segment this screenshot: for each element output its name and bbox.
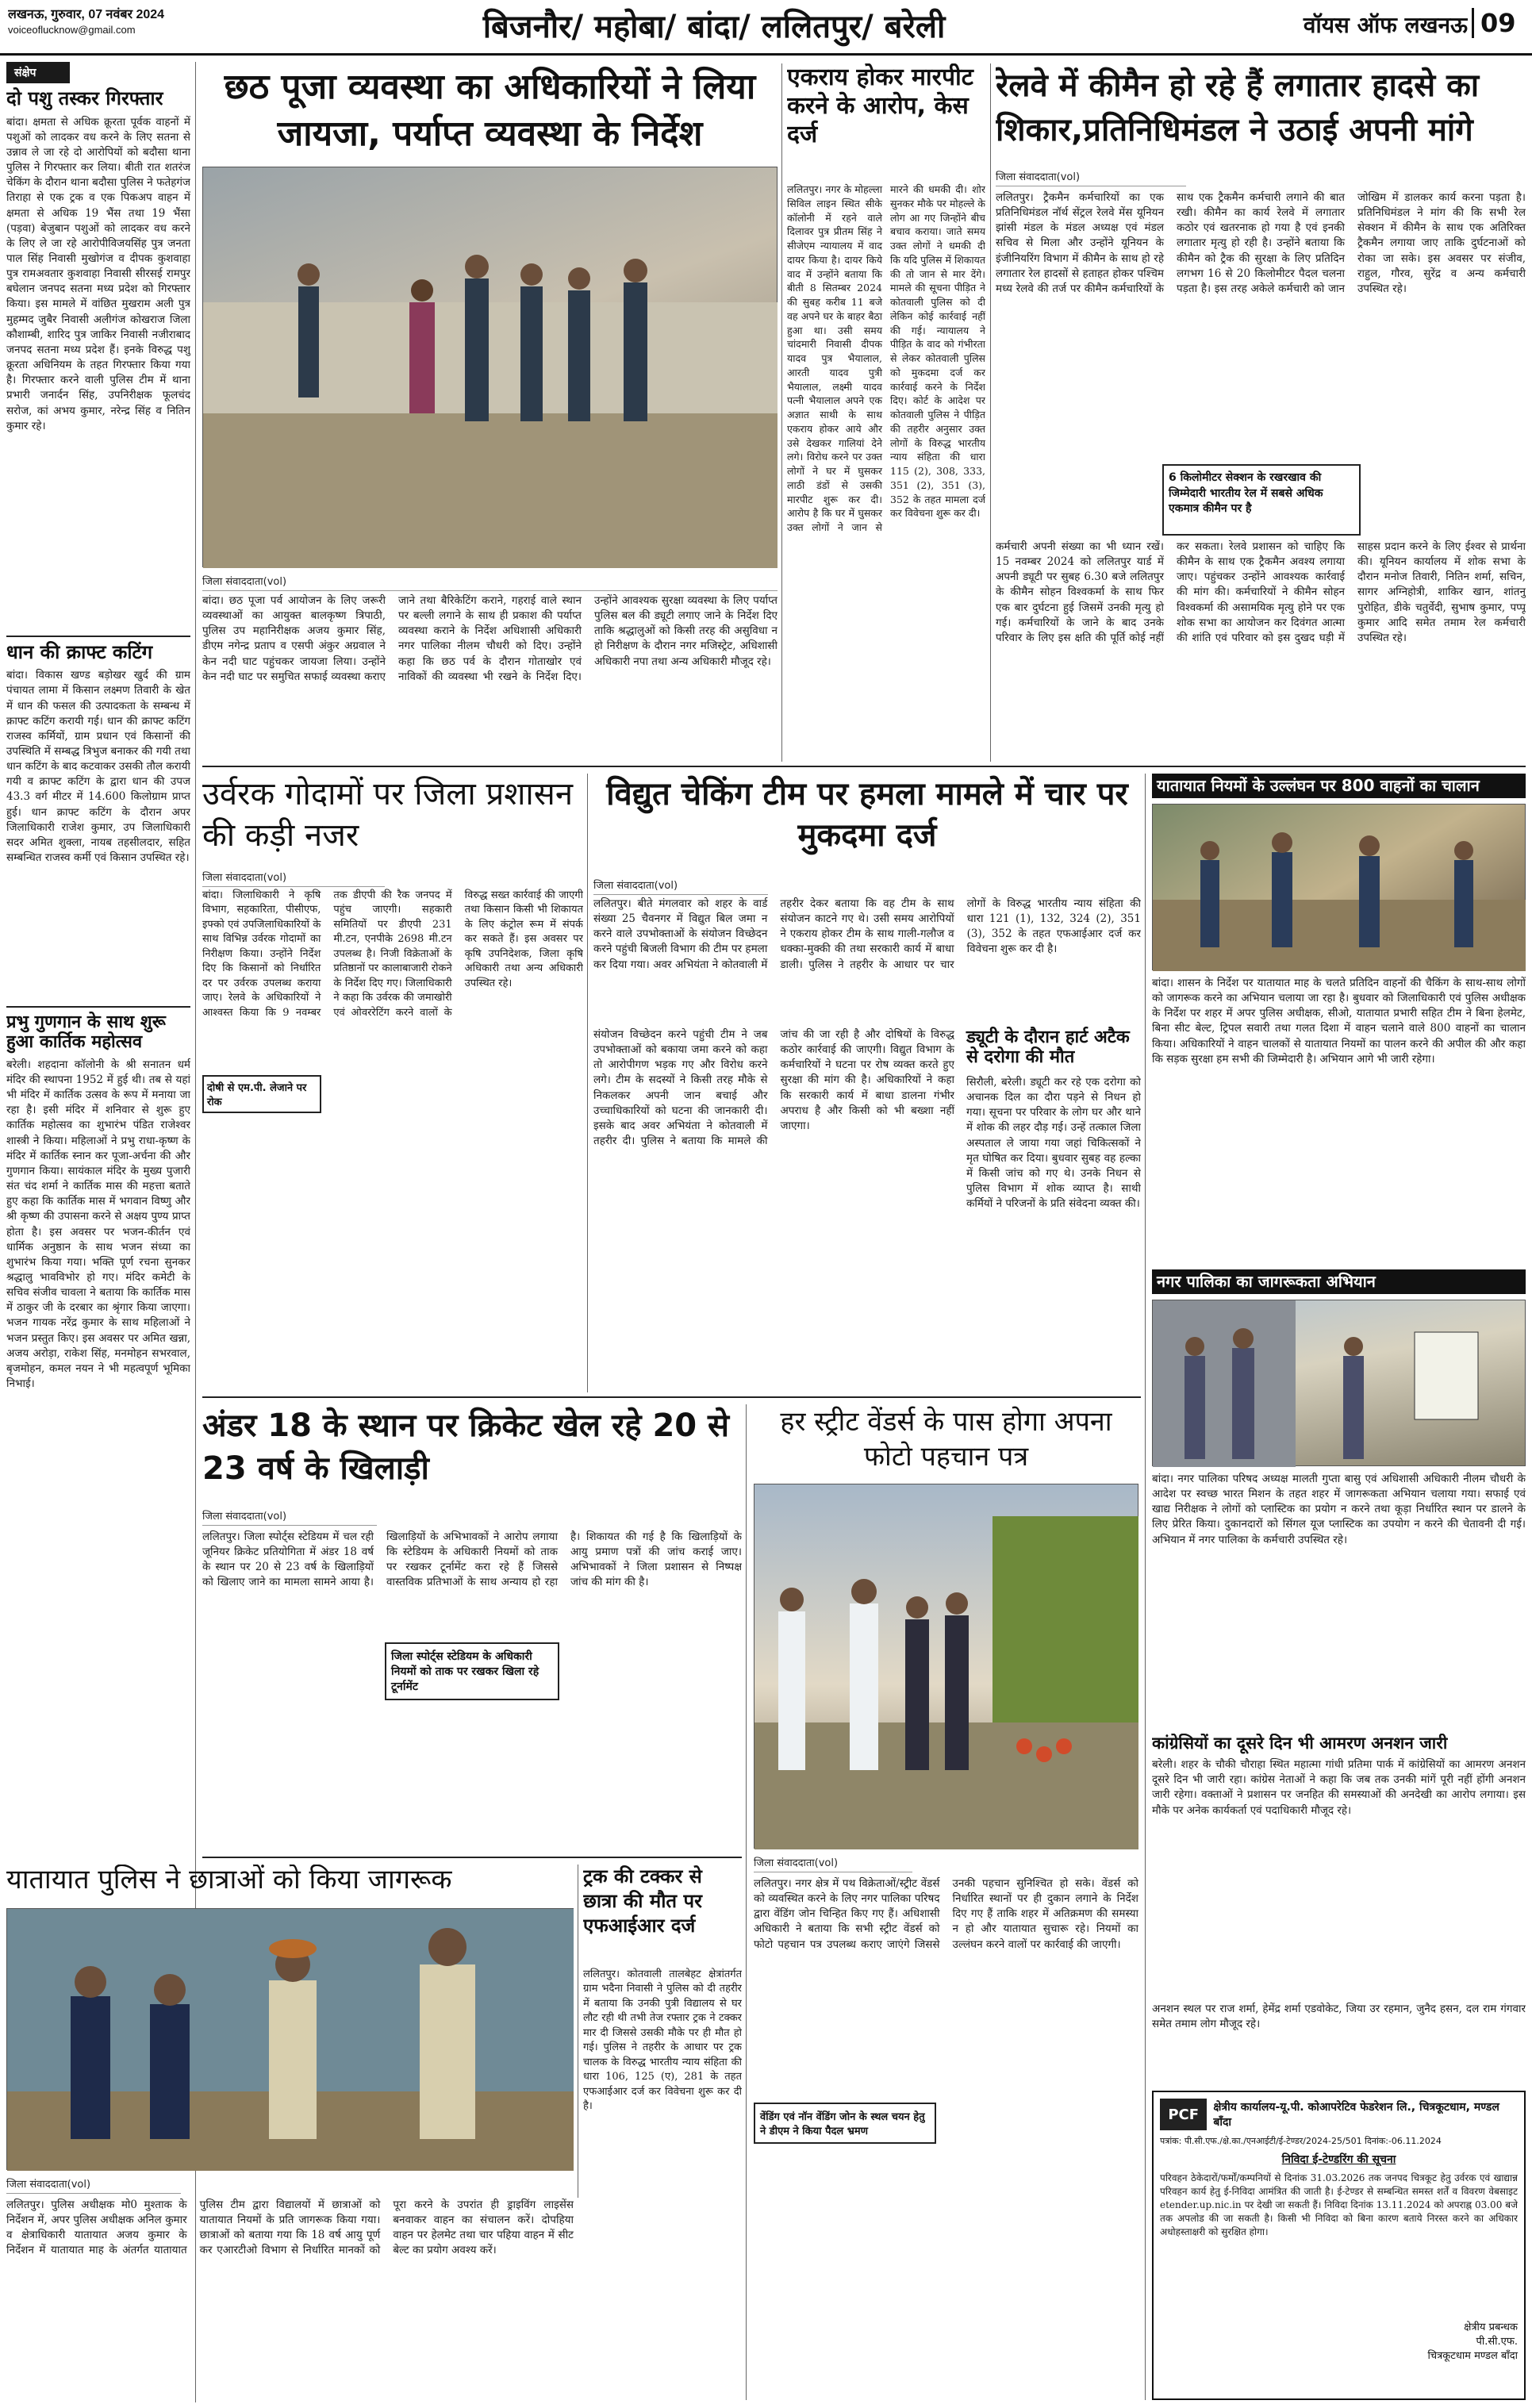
photo-students-awareness	[6, 1908, 574, 2170]
tender-ref: पत्रांक: पी.सी.एफ./क्षे.का./एनआईटी/ई-टेण्डर/2024-25/501 दिनांक:-06.11.2024	[1160, 2136, 1442, 2146]
byline: जिला संवाददाता(vol)	[996, 167, 1186, 186]
headline: रेलवे में कीमैन हो रहे हैं लगातार हादसे का शिकार,प्रतिनिधिमंडल ने उठाई अपनी मांगे	[996, 67, 1480, 148]
photo-officials-at-ghat	[202, 167, 778, 567]
sub-story-body: सिरौली, बरेली। ड्यूटी कर रहे एक दरोगा को अचानक दिल का दौरा पड़ने से निधन हो गया। सूचना पर परिवार के लोग घर और थाने में शोक की लहर दौड़ गई। उन्हें तत्काल जिला अस्पताल ले जाया गया जहां चिकित्सकों ने मृत घोषित कर दिया। बुधवार सुबह वह हल्का में किसी जांच को गए थे। उनके निधन से पुलिस विभाग में शोक व्याप्त है। साथी कर्मियों ने परिजनों के प्रति संवेदना व्यक्त की।	[966, 1076, 1141, 1211]
article-body: ललितपुर। जिला स्पोर्ट्स स्टेडियम में चल रही जूनियर क्रिकेट प्रतियोगिता में अंडर 18 वर्ष के स्थान पर 20 से 23 वर्ष के खिलाड़ियों को खिलाए जाने का मामला सामने आया है। खिलाड़ियों के अभिभावकों ने आरोप लगाया कि स्टेडियम के अधिकारी नियमों को ताक पर रखकर टूर्नामेंट करा रहे हैं जिससे वास्तविक प्रतिभाओं के साथ अन्याय हो रहा है। शिकायत की गई है कि खिलाड़ियों के आयु प्रमाण पत्रों की जांच कराई जाए। अभिभावकों ने जिला प्रशासन से निष्पक्ष जांच की मांग की है।	[202, 1530, 742, 1589]
tender-heading: निविदा ई-टेण्डरिंग की सूचना	[1281, 2153, 1396, 2166]
attendee-names: अनशन स्थल पर राज शर्मा, हेमेंद्र शर्मा एडवोकेट, जिया उर रहमान, जुनैद हसन, दल राम गंगवार समेत तमाम लोग मौजूद रहे।	[1152, 2003, 1526, 2031]
headline: यातायात नियमों के उल्लंघन पर 800 वाहनों का चालान	[1152, 774, 1526, 798]
article-body: बांदा। जिलाधिकारी ने कृषि विभाग, सहकारिता, पीसीएफ, इफ्को एवं उपजिलाधिकारियों के साथ विभिन्न उर्वरक गोदामों का निरीक्षण किया। उन्होंने निर्देश दिए कि किसानों को निर्धारित दर पर उर्वरक उपलब्ध कराया जाए। रेलवे के अधिकारियों ने आश्वस्त किया कि 9 नवम्बर तक डीएपी की रैक जनपद में पहुंच जाएगी। सहकारी समितियों पर डीएपी 231 मी.टन, एनपीके 2698 मी.टन उपलब्ध है। निजी विक्रेताओं के प्रतिष्ठानों पर कालाबाजारी रोकने के निर्देश दिए गए। जिलाधिकारी ने कहा कि उर्वरक की जमाखोरी एवं ओवररेटिंग करने वालों के विरुद्ध सख्त कार्रवाई की जाएगी तथा किसान किसी भी शिकायत के लिए कंट्रोल रूम में संपर्क कर सकते हैं। इस अवसर पर कृषि उपनिदेशक, जिला कृषि अधिकारी तथा अन्य अधिकारी उपस्थित रहे।	[202, 889, 583, 1019]
headline: उर्वरक गोदामों पर जिला प्रशासन की कड़ी नजर	[202, 776, 574, 854]
tender-org: क्षेत्रीय कार्यालय-यू.पी. कोआपरेटिव फेडरेशन लि., चित्रकूटधाम, मण्डल बाँदा	[1213, 2101, 1499, 2129]
article-body: ललितपुर। पुलिस अधीक्षक मो0 मुश्ताक के निर्देशन में, अपर पुलिस अधीक्षक अनिल कुमार व क्षेत्राधिकारी यातायात अजय कुमार के निर्देशन में यातायात माह के अंतर्गत यातायात पुलिस टीम द्वारा विद्यालयों में छात्राओं को यातायात नियमों के प्रति जागरूक किया गया। छात्राओं को बताया गया कि 18 वर्ष आयु पूर्ण कर एआरटीओ विभाग से निर्धारित मानकों को पूरा करने के उपरांत ही ड्राइविंग लाइसेंस बनवाकर वाहन का संचालन करें। दोपहिया वाहन पर हेलमेट तथा चार पहिया वाहन में सीट बेल्ट का प्रयोग अवश्य करें।	[6, 2199, 574, 2257]
sankshep-label: संक्षेप	[6, 62, 70, 83]
chhath-story	[202, 63, 778, 762]
subheadline-box: जिला स्पोर्ट्स स्टेडियम के अधिकारी नियमों को ताक पर रखकर खिला रहे टूर्नामेंट	[385, 1642, 559, 1700]
street-vendor-story	[754, 1404, 1138, 2400]
byline: जिला संवाददाता(vol)	[202, 571, 778, 591]
truck-story	[583, 1865, 742, 2400]
tender-body: परिवहन ठेकेदारों/फर्मों/कम्पनियों से दिनांक 31.03.2026 तक जनपद चित्रकूट हेतु उर्वरक एवं खाद्यान्न परिवहन कार्य हेतु ई-निविदा आमंत्रित की जाती है। ई-टेण्डर से सम्बन्धित समस्त शर्तें व विवरण वेबसाइट etender.up.nic.in पर देखी जा सकती हैं। निविदा दिनांक 13.11.2024 को अपराह्न 03.00 बजे तक अपलोड की जा सकती है। किसी भी निविदा को बिना कारण बताये निरस्त करने का अधिकार अधोहस्ताक्षरी को सुरक्षित होगा।	[1160, 2172, 1518, 2238]
pcf-logo-icon: PCF	[1160, 2099, 1207, 2130]
byline: जिला संवाददाता(vol)	[202, 867, 385, 887]
headline: कांग्रेसियों का दूसरे दिन भी आमरण अनशन जारी	[1152, 1734, 1448, 1753]
article-body: ललितपुर। ट्रैकमैन कर्मचारियों का एक प्रतिनिधिमंडल नॉर्थ सेंट्रल रेलवे मेंस यूनियन झांसी मंडल के मंडल अध्यक्ष एवं मंडल सचिव से मिला और उन्होंने यूनियन के इंजीनियरिंग विभाग में कीमैन के साथ हो रहे लगातार रेल हादसों से हताहत होकर पश्चिम मध्य रेलवे की तर्ज पर कीमैन कर्मचारियों के साथ एक ट्रैकमैन कर्मचारी लगाने की बात रखी। कीमैन का कार्य रेलवे में लगातार कठोर एवं खतरनाक हो गया है एवं इनकी लगातार मृत्यु हो रही है। उन्होंने बताया कि कीमैन को ट्रैक की सुरक्षा के लिए प्रतिदिन लगभग 16 से 20 किलोमीटर पैदल चलना पड़ता है। इस तरह अकेले कर्मचारी को जान जोखिम में डालकर कार्य करना पड़ता है। प्रतिनिधिमंडल ने मांग की कि सभी रेल सेक्शन में कीमैन के साथ एक अतिरिक्त ट्रैकमैन लगाया जाए ताकि दुर्घटनाओं को रोका जा सके। इस अवसर पर संजीव, राहुल, गौरव, सुरेंद्र व अन्य कर्मचारी उपस्थित रहे।	[996, 191, 1526, 295]
article-title: दो पशु तस्कर गिरफ्तार	[6, 87, 163, 109]
headline: ट्रक की टक्कर से छात्रा की मौत पर एफआईआर दर्ज	[583, 1865, 702, 1938]
subheadline-box: दोषी से एम.पी. लेजाने पर रोक	[202, 1075, 321, 1113]
railway-story	[996, 63, 1526, 762]
tender-notice	[1152, 2091, 1526, 2400]
cricket-story	[202, 1404, 742, 1849]
nagar-palika-story	[1152, 1269, 1526, 1730]
article-body-continued: संयोजन विच्छेदन करने पहुंची टीम ने जब उपभोक्ताओं को बकाया जमा करने को कहा तो आरोपीगण भड़क गए और विरोध करने लगे। टीम के सदस्यों ने किसी तरह मौके से निकलकर अपनी जान बचाई और उच्चाधिकारियों को घटना की जानकारी दी। इसके बाद अवर अभियंता ने कोतवाली में तहरीर दी। पुलिस ने बताया कि मामले की जांच की जा रही है और दोषियों के विरुद्ध कठोर कार्रवाई की जाएगी। विद्युत विभाग के कर्मचारियों ने घटना पर रोष व्यक्त करते हुए सुरक्षा की मांग की है। अधिकारियों ने कहा कि सरकारी कार्य में बाधा डालना गंभीर अपराध है और किसी को भी बख्शा नहीं जाएगा।	[593, 1028, 954, 1148]
page-number: 09	[1472, 8, 1527, 38]
article-body: बांदा। छठ पूजा पर्व आयोजन के लिए जरूरी व्यवस्थाओं का आयुक्त बालकृष्ण त्रिपाठी, पुलिस उप महानिरीक्षक अजय कुमार सिंह, डीएम नगेन्द्र प्रताप व एसपी अंकुर अग्रवाल ने केन नदी घाट पहुंचकर जायजा लिया। उन्होंने केन नदी घाट पर समुचित सफाई व्यवस्था कराए जाने तथा बैरिकेटिंग कराने, गहराई वाले स्थान पर बल्ली लगाने के साथ ही प्रकाश की पर्याप्त व्यवस्था कराने के निर्देश अधिशासी अधिकारी नगर पालिका नीलम चौधरी को दिए। उन्होंने कहा कि छठ पर्व के दौरान गोताखोर एवं नाविकों की व्यवस्था भी रखने के निर्देश दिए। उन्होंने आवश्यक सुरक्षा व्यवस्था के लिए पर्याप्त पुलिस बल की ड्यूटी लगाए जाने के निर्देश दिए ताकि श्रद्धालुओं को किसी तरह की असुविधा न हो निरीक्षण के दौरान नगर मजिस्ट्रेट, अधिशासी अधिकारी नपा तथा अन्य अधिकारी मौजूद रहे।	[202, 594, 778, 683]
email: voiceoflucknow@gmail.com	[8, 24, 136, 36]
headline: नगर पालिका का जागरूकता अभियान	[1152, 1269, 1526, 1294]
headline: हर स्ट्रीट वेंडर्स के पास होगा अपना फोटो पहचान पत्र	[780, 1406, 1112, 1473]
headline: यातायात पुलिस ने छात्राओं को किया जागरूक	[6, 1865, 452, 1895]
byline: जिला संवाददाता(vol)	[754, 1853, 912, 1872]
byline: जिला संवाददाता(vol)	[6, 2174, 181, 2194]
article-title: प्रभु गुणगान के साथ शुरू हुआ कार्तिक महोत्सव	[6, 1012, 166, 1053]
headline: अंडर 18 के स्थान पर क्रिकेट खेल रहे 20 से 23 वर्ष के खिलाड़ी	[202, 1408, 730, 1487]
article-body: ललितपुर। बीते मंगलवार को शहर के वार्ड संख्या 25 चैवनगर में विद्युत बिल जमा न करने वाले उपभोक्ताओं के संयोजन विच्छेदन करने पहुंची बिजली विभाग की टीम पर हमला कर दिया गया। अवर अभियंता ने कोतवाली में तहरीर देकर बताया कि वह टीम के साथ संयोजन काटने गए थे। उसी समय आरोपियों ने एकराय होकर टीम के साथ गाली-गलौज व धक्का-मुक्की की तथा सरकारी कार्य में बाधा डाली। पुलिस ने तहरीर के आधार पर चार लोगों के विरुद्ध भारतीय न्याय संहिता की धारा 121 (1), 132, 324 (2), 351 (3), 352 के तहत एफआईआर दर्ज कर विवेचना शुरू कर दी है।	[593, 897, 1141, 971]
pull-quote: 6 किलोमीटर सेक्शन के रखरखाव की जिम्मेदारी भारतीय रेल में सबसे अधिक एकमात्र कीमैन पर है	[1162, 464, 1361, 536]
signatory-org: पी.सी.एफ.	[1476, 2336, 1518, 2348]
brand-name: वॉयस ऑफ लखनऊ	[1303, 12, 1468, 38]
headline: छठ पूजा व्यवस्था का अधिकारियों ने लिया जायजा, पर्याप्त व्यवस्था के निर्देश	[224, 67, 756, 155]
byline: जिला संवाददाता(vol)	[202, 1506, 377, 1526]
photo-awareness-campaign	[1152, 1300, 1526, 1466]
article-body-continued: कर्मचारी अपनी संख्या का भी ध्यान रखें। 15 नवम्बर 2024 को ललितपुर यार्ड में अपनी ड्यूटी पर सुबह 6.30 बजे ललितपुर के कीमैन सोहन विश्वकर्मा के साथ फिर एक बार दुर्घटना हुई जिसमें उनकी मृत्यु हो गई। कर्मचारियों के जाने के बाद उनके परिवार के लिए इस क्षति की पूर्ति कोई नहीं कर सकता। रेलवे प्रशासन को चाहिए कि कीमैन के साथ एक ट्रैकमैन अवश्य लगाया जाए। पहुंचकर उन्होंने आवश्यक कार्रवाई की मांग की। कर्मचारियों ने कीमैन सोहन विश्वकर्मा की असामयिक मृत्यु होने पर एक शोक सभा का आयोजन कर दिवंगत आत्मा की शांति एवं परिवार को इस दुखद घड़ी में साहस प्रदान करने के लिए ईश्वर से प्रार्थना की। यूनियन कार्यालय में शोक सभा के दौरान मनोज तिवारी, नितिन शर्मा, सचिन, सागर अग्निहोत्री, शाकिर खान, शांतनु पुरोहित, डीके चतुर्वेदी, सुभाष कुमार, पप्पू कुमार आदि समेत तमाम रेल कर्मचारी उपस्थित रहे।	[996, 540, 1526, 644]
article-body: ललितपुर। नगर के मोहल्ला सिविल लाइन स्थित सीके कॉलोनी में रहने वाले दिलावर पुत्र प्रीतम सिंह ने सीजेएम न्यायालय में वाद दायर किया है। दायर किये वाद में उन्होंने बताया कि बीती 8 सितम्बर 2024 की सुबह करीब 11 बजे वह अपने घर के बाहर बैठा हुआ था। उसी समय चांदमारी निवासी दीपक यादव पुत्र भैयालाल, आरती यादव पुत्री भैयालाल, लक्ष्मी यादव पत्नी भैयालाल अपने एक अज्ञात साथी के साथ एकराय होकर आये और उसे देखकर गालियां देने लगे। विरोध करने पर उक्त लोगों ने घर में घुसकर लाठी डंडों से उसकी मारपीट शुरू कर दी। आरोप है कि घर में घुसकर उक्त लोगों ने जान से मारने की धमकी दी। शोर सुनकर मौके पर मोहल्ले के लोग आ गए जिन्होंने बीच बचाव कराया। जाते समय उक्त लोगों ने धमकी दी कि यदि पुलिस में शिकायत की तो जान से मार देंगे। मामले की सूचना पीड़ित ने कोतवाली पुलिस को दी लेकिन कोई कार्रवाई नहीं की गई। न्यायालय ने पीड़ित के वाद को गंभीरता से लेकर कोतवाली पुलिस को मुकदमा दर्ज कर कार्रवाई करने के निर्देश दिए। कोर्ट के आदेश पर कोतवाली पुलिस ने पीड़ित की तहरीर अनुसार उक्त लोगों के विरुद्ध भारतीय न्याय संहिता की धारा 115 (2), 308, 333, 351 (2), 351 (3), 352 के तहत मामला दर्ज कर विवेचना शुरू कर दी।	[787, 183, 985, 533]
dateline: लखनऊ, गुरुवार, 07 नवंबर 2024	[8, 8, 165, 21]
congress-story	[1152, 1734, 1526, 2083]
traffic-800-story	[1152, 774, 1526, 1265]
fertilizer-story	[202, 774, 583, 1392]
sub-story-title: ड्यूटी के दौरान हार्ट अटैक से दरोगा की मौत	[966, 1027, 1130, 1068]
article-title: धान की क्राफ्ट कटिंग	[6, 640, 153, 663]
signatory-office: चित्रकूटधाम मण्डल बाँदा	[1427, 2350, 1518, 2362]
section-title: बिजनौर/ महोबा/ बांदा/ ललितपुर/ बरेली	[482, 9, 946, 45]
article-body: ललितपुर। नगर क्षेत्र में पथ विक्रेताओं/स्ट्रीट वेंडर्स को व्यवस्थित करने के लिए नगर पालिका परिषद द्वारा वेंडिंग जोन चिन्हित किए गए हैं। अधिशासी अधिकारी ने बताया कि सभी स्ट्रीट वेंडर्स को फोटो पहचान पत्र उपलब्ध कराए जाएंगे जिससे उनकी पहचान सुनिश्चित हो सके। वेंडर्स को निर्धारित स्थानों पर ही दुकान लगाने के निर्देश दिए गए हैं ताकि शहर में अतिक्रमण की समस्या न हो और यातायात सुचारू रहे। नियमों का उल्लंघन करने वालों पर कार्रवाई की जाएगी।	[754, 1877, 1138, 1951]
signatory-title: क्षेत्रीय प्रबन्धक	[1464, 2322, 1518, 2333]
headline: एकराय होकर मारपीट करने के आरोप, केस दर्ज	[787, 63, 973, 148]
traffic-police-story	[6, 1865, 574, 2400]
photo-caption-box: वेंडिंग एवं नॉन वेंडिंग जोन के स्थल चयन हेतु ने डीएम ने किया पैदल भ्रमण	[754, 2103, 936, 2144]
byline: जिला संवाददाता(vol)	[593, 875, 768, 895]
article-body: बरेली। शहदाना कॉलोनी के श्री सनातन धर्म मंदिर की स्थापना 1952 में हुई थी। तब से यहां भी मंदिर में कार्तिक उत्सव के रूप में मनाया जा रहा है। इसी मंदिर में शनिवार से शुरू हुए कार्तिक महोत्सव का शुभारंभ पंडित राजेश्वर शास्त्री ने किया। महिलाओं ने प्रभु राधा-कृष्ण के मंदिर में कार्तिक स्नान कर पूजा-अर्चना की और गुणगान किया। सायंकाल मंदिर के मुख्य पुजारी संत चंद शर्मा ने कार्तिक मास की महत्ता बताते हुए कहा कि कार्तिक मास में भगवान विष्णु और श्री कृष्ण की उपासना करने से अक्षय पुण्य प्राप्त होता है। इस अवसर पर भजन-कीर्तन एवं धार्मिक अनुष्ठान के साथ भजन संध्या का शुभारंभ किया गया। भक्ति पूर्ण रचना सुनकर श्रद्धालु भावविभोर हो गए। मंदिर कमेटी के सचिव संजीव चावला ने बताया कि कार्तिक मास में ठाकुर जी के दरबार का श्रृंगार किया जाएगा। भजन गायक नरेंद्र कुमार के साथ महिलाओं ने भजन प्रस्तुत किए। इस अवसर पर अमित खन्ना, अजय अरोड़ा, राकेश सिंह, मनमोहन सभरवाल, बृजमोहन, कमल नयन ने भी महत्वपूर्ण भूमिका निभाई।	[6, 1058, 190, 1391]
vidyut-story	[593, 774, 1141, 1392]
article-body: बांदा। नगर पालिका परिषद अध्यक्ष मालती गुप्ता बासु एवं अधिशासी अधिकारी नीलम चौधरी के आदेश पर स्वच्छ भारत मिशन के तहत शहर में जागरूकता अभियान चलाया गया। सफाई एवं खाद्य निरीक्षक ने लोगों को प्लास्टिक का प्रयोग न करने तथा कूड़ा निर्धारित स्थान पर डालने के लिए प्रेरित किया। दुकानदारों को सिंगल यूज प्लास्टिक का उपयोग न करने की चेतावनी दी गई। अभियान में नगर पालिका के कर्मचारी उपस्थित रहे।	[1152, 1473, 1526, 1546]
ekray-story	[787, 63, 985, 762]
masthead	[0, 0, 1532, 56]
article-body: बरेली। शहर के चौकी चौराहा स्थित महात्मा गांधी प्रतिमा पार्क में कांग्रेसियों का आमरण अनशन दूसरे दिन भी जारी रहा। कांग्रेस नेताओं ने कहा कि जब तक उनकी मांगें पूरी नहीं होंगी अनशन जारी रहेगा। वक्ताओं ने प्रशासन पर जनहित की समस्याओं की अनदेखी का आरोप लगाया। इस मौके पर अनेक कार्यकर्ता एवं पदाधिकारी मौजूद रहे।	[1152, 1758, 1526, 1817]
article-body: ललितपुर। कोतवाली तालबेहट क्षेत्रांतर्गत ग्राम भदैना निवासी ने पुलिस को दी तहरीर में बताया कि उनकी पुत्री विद्यालय से घर लौट रही थी तभी तेज रफ्तार ट्रक ने टक्कर मार दी जिससे उसकी मौके पर ही मौत हो गई। पुलिस ने तहरीर के आधार पर ट्रक चालक के विरुद्ध भारतीय न्याय संहिता की धारा 106, 125 (ए), 281 के तहत एफआईआर दर्ज कर विवेचना शुरू कर दी है।	[583, 1968, 742, 2113]
photo-vendor-inspection	[754, 1484, 1138, 1849]
article-body: बांदा। क्षमता से अधिक क्रूरता पूर्वक वाहनों में पशुओं को लादकर वध करने के लिए सतना से उन्नाव ले जा रहे दो आरोपियों को बदौसा थाना पुलिस ने गिरफ्तार कर लिया। बीती रात शतरंज चेकिंग के दौरान थाना बदौसा पुलिस ने फतेहगंज तिराहा से एक ट्रक व एक पिकअप वाहन में क्षमता से अधिक 19 भैंस तथा 19 भैंसा (पड़वा) बेजुबान पशुओं को लादकर वध करने के लिए ले जा रहे आरोपीविजयसिंह पुत्र जनता पाल सिंह निवासी मुखोगंज व दीपक कुशवाहा पुत्र रामअवतार कुशवाहा निवासी सीरसई रामपुर बघेलान जनपद सतना मध्य प्रदेश को गिरफ्तार किया। इस मामले में वांछित मुखराम अली पुत्र मुहम्मद जुबैर निवासी अलीगंज कोखराज जिला कौशाम्बी, शारिद पुत्र जाकिर निवासी नजीराबाद जनपद सतना मध्य प्रदेश हैं। इनके विरुद्ध पशु क्रूरता अधिनियम के तहत गिरफ्तार किया गया है। गिरफ्तार करने वाली पुलिस टीम में थाना प्रभारी जनार्दन सिंह, उपनिरीक्षक फूलचंद सरोज, कां अभय कुमार, नरेन्द्र सिंह व नितिन कुमार रहे।	[6, 115, 190, 432]
article-body: बांदा। विकास खण्ड बड़ोखर खुर्द की ग्राम पंचायत लामा में किसान लक्ष्मण तिवारी के खेत में धान की फसल की उत्पादकता के सम्बन्ध में क्राफ्ट कटिंग करायी गई। धान की क्राफ्ट कटिंग राजस्व कर्मियों, ग्राम प्रधान एवं किसानों की उपस्थिति में सम्बद्ध त्रिभुज बनाकर की गयी तथा धान कटिंग के बाद कटवाकर उसकी तौल करायी गयी व क्राफ्ट कटिंग के द्वारा धान की उपज 43.3 वर्ग मीटर में 14.600 किलोग्राम प्राप्त हुई। धान क्राफ्ट कटिंग के दौरान अपर जिलाधिकारी राजेश कुमार, उप जिलाधिकारी सदर अमित शुक्ला, नायब तहसीलदार, सहित सम्बन्धित राजस्व कर्मी एवं किसान उपस्थित रहे।	[6, 669, 190, 865]
photo-traffic-check	[1152, 804, 1526, 970]
article-body: बांदा। शासन के निर्देश पर यातायात माह के चलते प्रतिदिन वाहनों की चैकिंग के साथ-साथ लोगों को जागरूक करने का अभियान चलाया जा रहा है। बुधवार को जिलाधिकारी एवं पुलिस अधीक्षक के निर्देश पर शहर में अपर पुलिस अधीक्षक, सीओ, यातायात प्रभारी सहित टीम ने बिना हेलमेट, बिना सीट बेल्ट, ट्रिपल सवारी तथा गलत दिशा में वाहन चलाने वाले 800 वाहनों का चालान किया। अधिकारियों ने वाहन चालकों से यातायात नियमों का पालन करने की अपील की और कहा कि सड़क सुरक्षा हम सभी की जिम्मेदारी है। अभियान आगे भी जारी रहेगा।	[1152, 977, 1526, 1066]
headline: विद्युत चेकिंग टीम पर हमला मामले में चार पर मुकदमा दर्ज	[606, 776, 1128, 854]
